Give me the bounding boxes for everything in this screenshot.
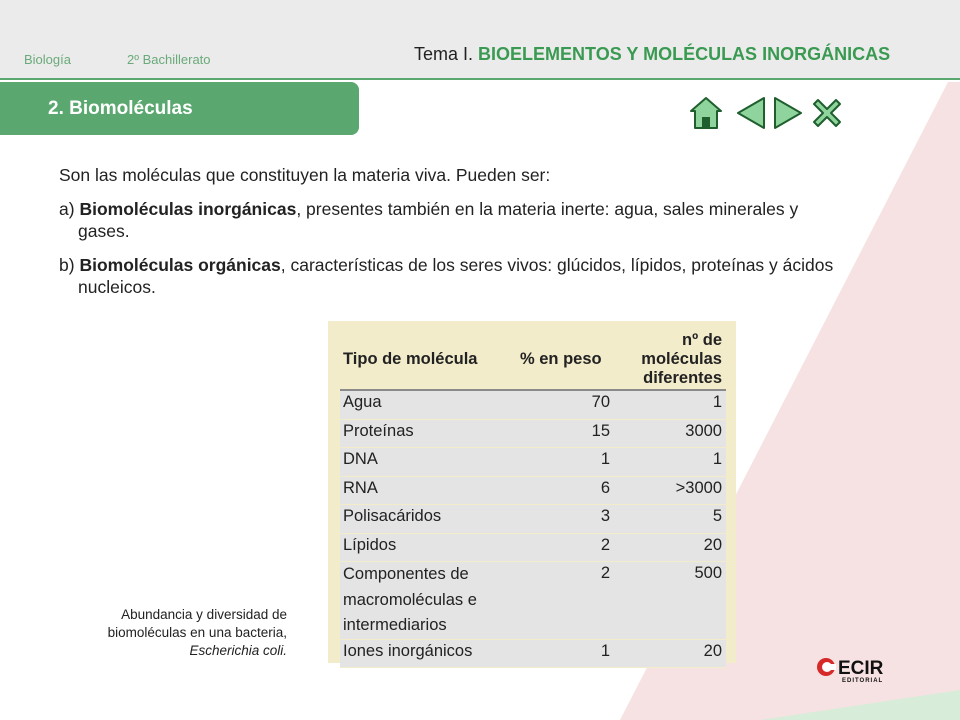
cell-weight: 3 (600, 507, 610, 525)
header-type: Tipo de molécula (343, 349, 478, 368)
table-row (340, 505, 726, 534)
cell-weight: 15 (591, 421, 610, 440)
item-b (59, 254, 839, 298)
cell-type: DNA (343, 450, 378, 468)
close-icon[interactable] (810, 96, 844, 130)
main-text (59, 164, 839, 310)
cell-count: 20 (703, 641, 722, 660)
home-icon[interactable] (689, 96, 723, 130)
subject-label: Biología (24, 52, 71, 67)
ecir-logo (816, 656, 900, 684)
item-a (59, 198, 839, 242)
table-caption (67, 606, 287, 660)
cell-count: 5 (712, 507, 722, 525)
cell-type: Polisacáridos (343, 507, 442, 525)
cell-type: Componentes de macromoléculas e intermediarios (343, 565, 477, 634)
table-header-row (340, 329, 726, 390)
section-banner (0, 82, 359, 135)
cell-weight: 1 (600, 641, 610, 660)
item-a-prefix: a) (59, 199, 80, 219)
caption-species: Escherichia coli. (189, 643, 287, 658)
cell-weight: 2 (600, 564, 610, 582)
cell-type: Proteínas (343, 421, 414, 440)
cell-count: >3000 (675, 478, 722, 497)
item-b-bold: Biomoléculas orgánicas (79, 255, 281, 275)
table-row (340, 476, 726, 505)
table-row (340, 390, 726, 419)
topic-name: BIOELEMENTOS Y MOLÉCULAS INORGÁNICAS (478, 44, 891, 64)
cell-count: 1 (712, 393, 722, 411)
caption-text: Abundancia y diversidad de biomoléculas en una bacteria, (107, 607, 287, 640)
item-b-text: , características de los seres vivos: glúcidos, lípidos, proteínas y ácidos nucleicos. (78, 255, 834, 297)
table-row (340, 533, 726, 562)
cell-count: 500 (694, 564, 722, 582)
intro-paragraph: Son las moléculas que constituyen la materia viva. Pueden ser: (59, 165, 551, 185)
section-title: 2. Biomoléculas (48, 98, 193, 119)
molecule-table (340, 329, 726, 668)
item-a-text: , presentes también en la materia inerte: agua, sales minerales y gases. (78, 199, 799, 241)
cell-count: 20 (703, 535, 722, 554)
item-b-prefix: b) (59, 255, 80, 275)
level-label: 2º Bachillerato (127, 52, 211, 67)
cell-weight: 6 (600, 478, 610, 497)
logo-name: ECIR (838, 658, 884, 679)
previous-icon[interactable] (734, 96, 768, 130)
cell-type: Iones inorgánicos (343, 641, 473, 660)
cell-type: RNA (343, 478, 378, 497)
cell-type: Agua (343, 393, 382, 411)
cell-weight: 1 (600, 450, 610, 468)
molecule-table-panel (328, 321, 736, 663)
next-icon[interactable] (771, 96, 805, 130)
cell-weight: 70 (591, 393, 610, 411)
topic-title (414, 44, 890, 65)
header-count: nº de moléculas diferentes (641, 330, 722, 387)
cell-type: Lípidos (343, 535, 397, 554)
table-row (340, 448, 726, 477)
logo-sub: EDITORIAL (842, 678, 884, 684)
header-bar (0, 0, 960, 80)
cell-count: 3000 (685, 421, 722, 440)
table-row (340, 639, 726, 668)
cell-count: 1 (712, 450, 722, 468)
table-row (340, 562, 726, 640)
table-row (340, 419, 726, 448)
header-weight: % en peso (520, 349, 602, 368)
topic-prefix: Tema I. (414, 44, 479, 64)
cell-weight: 2 (600, 535, 610, 554)
item-a-bold: Biomoléculas inorgánicas (79, 199, 297, 219)
